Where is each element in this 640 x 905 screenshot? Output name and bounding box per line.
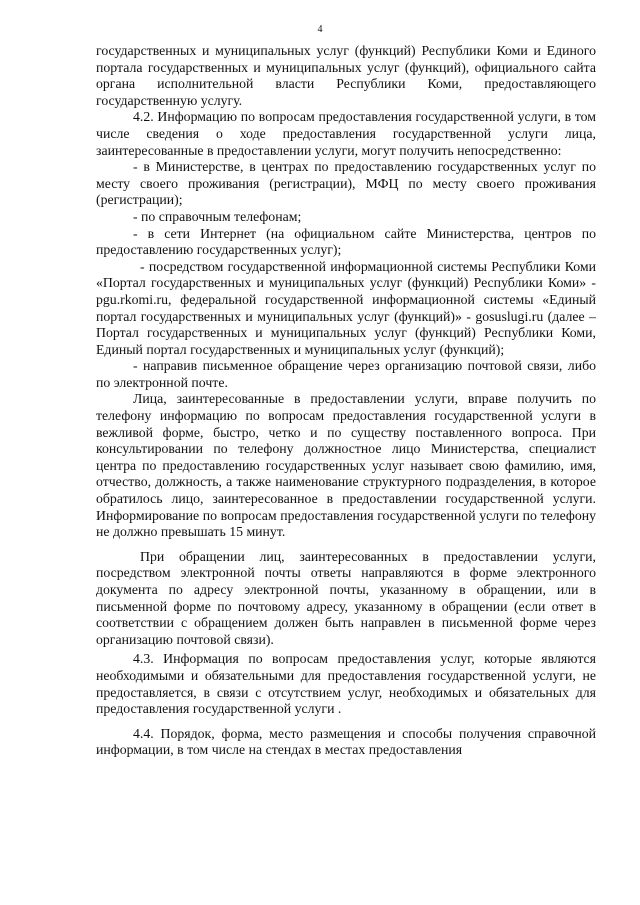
page-number: 4 (317, 24, 323, 35)
paragraph-4-3: 4.3. Информация по вопросам предоставления услуг, которые являются необходимыми и обязательными для предоставления государственной услуги, не предоставляется, в связи с отсутствием услуг, необходимых и обязательных для предоставления государственной услуги . (96, 651, 596, 717)
paragraph-email-requests: При обращении лиц, заинтересованных в предоставлении услуги, посредством электронной почты ответы направляются в форме электронного документа по адресу электронной почты, указанному в обращении, или в письменной форме по почтовому адресу, указанному в обращении (если ответ в соответствии с обращением должен быть направлен в письменной форме через организацию почтовой связи). (96, 548, 596, 647)
paragraph-phone-info: Лица, заинтересованные в предоставлении услуги, вправе получить по телефону информацию по вопросам предоставления государственной услуги в вежливой форме, быстро, четко и по существу поставленного вопроса. При консультировании по телефону должностное лицо Министерства, специалист центра по предоставлению государственных услуг называет свою фамилию, имя, отчество, должность, а также наименование структурного подразделения, в которое обратилось лицо, заинтересованное в предоставлении государственной услуги. Информирование по вопросам предоставления государственной услуги по телефону не должно превышать 15 минут. (96, 391, 596, 540)
document-body (96, 43, 596, 759)
paragraph-4-4: 4.4. Порядок, форма, место размещения и способы получения справочной информации, в том числе на стендах в местах предоставления (96, 725, 596, 758)
paragraph-4-2: 4.2. Информацию по вопросам предоставления государственной услуги, в том числе сведения о ходе предоставления государственной услуги лица, заинтересованные в предоставлении услуги, могут получить непосредственно: (96, 109, 596, 158)
list-item-ministry: - в Министерстве, в центрах по предоставлению государственных услуг по месту своего проживания (регистрации), МФЦ по месту своего проживания (регистрации); (96, 159, 596, 208)
list-item-mail: - направив письменное обращение через организацию почтовой связи, либо по электронной почте. (96, 358, 596, 390)
list-item-internet: - в сети Интернет (на официальном сайте Министерства, центров по предоставлению государственных услуг); (96, 225, 596, 258)
list-item-phones: - по справочным телефонам; (133, 208, 302, 224)
paragraph-continuation: государственных и муниципальных услуг (функций) Республики Коми и Единого портала государственных и муниципальных услуг (функций), официального сайта органа исполнительной власти Республики Коми, предоставляющего государственную услугу. (96, 43, 596, 108)
list-item-portals: - посредством государственной информационной системы Республики Коми «Портал государственных и муниципальных услуг (функций) Республики Коми» - pgu.rkomi.ru, федеральной государственной информационной системы «Единый портал государственных и муниципальных услуг (функций)» - gosuslugi.ru (далее – Портал государственных и муниципальных услуг (функций) Республики Коми, Единый портал государственных и муниципальных услуг (функций); (96, 258, 596, 357)
